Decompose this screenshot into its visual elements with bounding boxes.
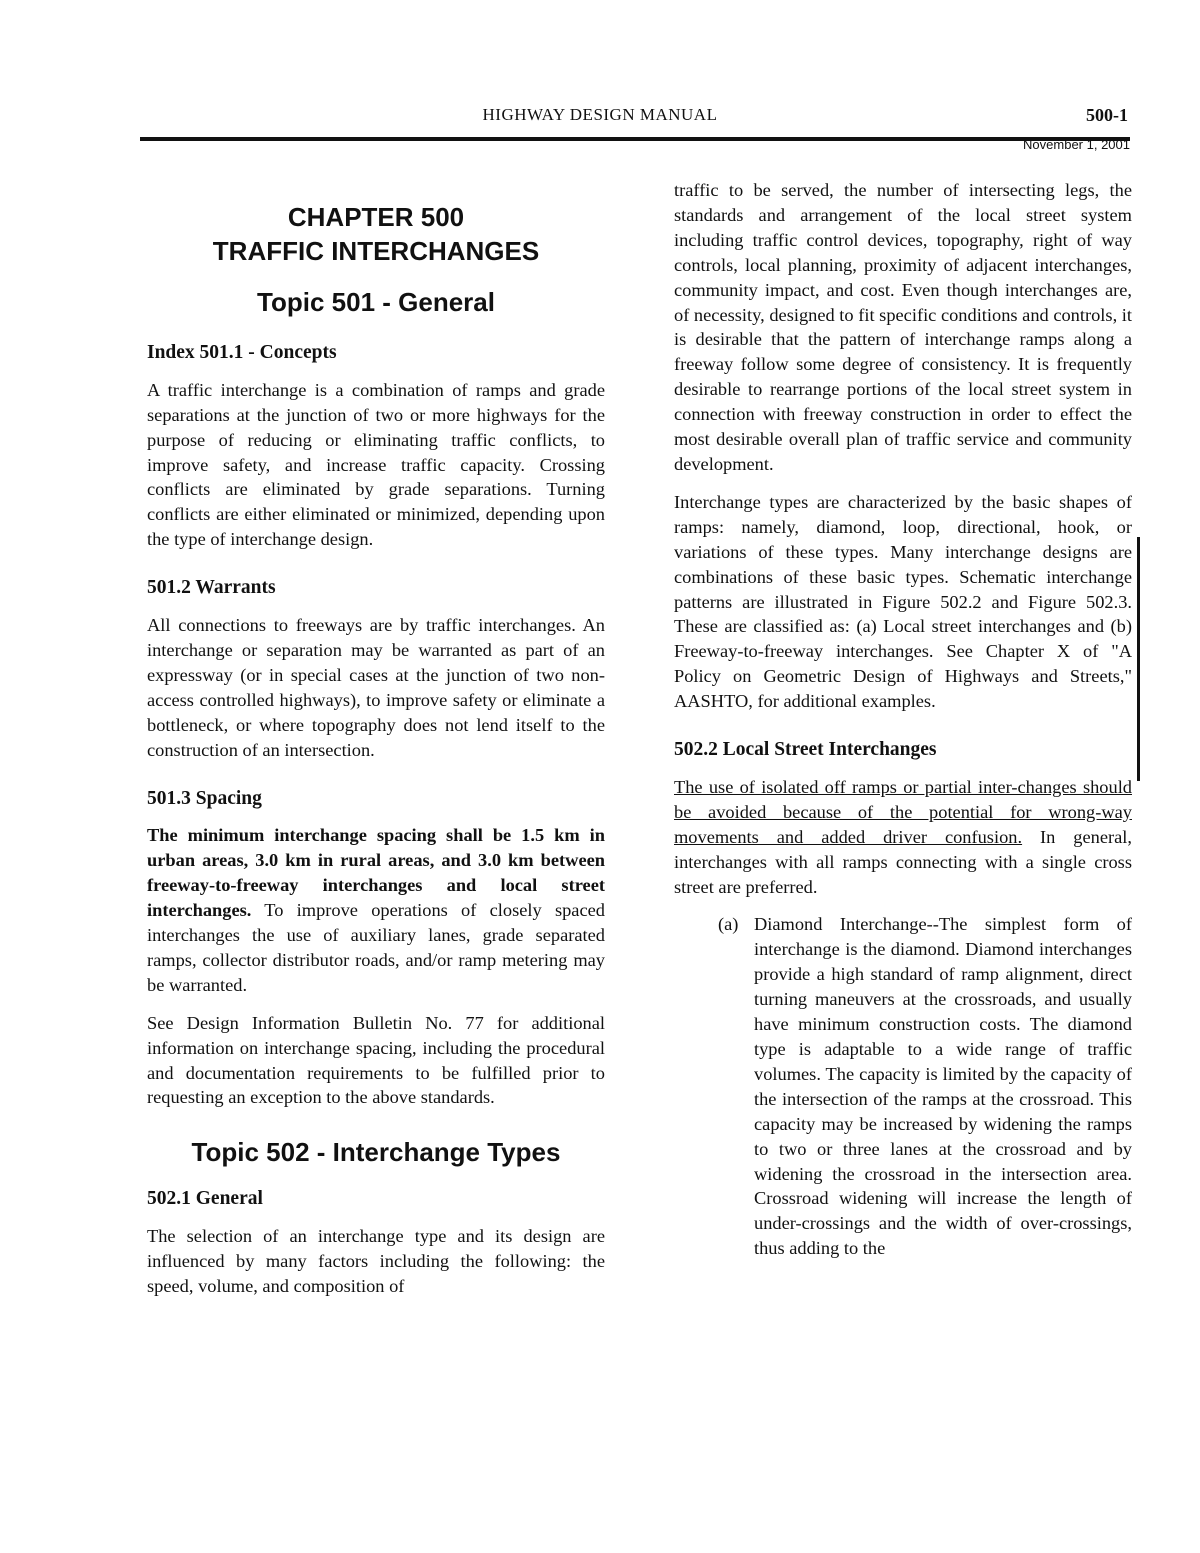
local-street-heading: 502.2 Local Street Interchanges <box>674 739 937 761</box>
local-street-underlined-text: The use of isolated off ramps or partial inter-changes should be avoided because of the potential for wrong-way movements and added driver confusion. <box>674 776 1132 847</box>
warrants-paragraph: All connections to freeways are by traffic interchanges. An interchange or separation may be warranted as part of an expressway (or in special cases at the junction of two non-access controlled highways), to improve safety or eliminate a bottleneck, or where topography does not lend itself to the construction of an intersection. <box>147 615 605 760</box>
general-paragraph-start: The selection of an interchange type and its design are influenced by many factors including the following: the speed, volume, and composition of <box>147 1226 605 1296</box>
spacing-standard-bold: The minimum interchange spacing shall be 1.5 km in urban areas, 3.0 km in rural areas, and 3.0 km between freeway-to-freeway interchanges and local street interchanges. <box>147 825 605 921</box>
local-street-paragraph <box>674 775 1132 900</box>
page-number: 500-1 <box>1086 105 1128 125</box>
spacing-standard-rest: To improve operations of closely spaced interchanges the use of auxiliary lanes, grade separated ramps, collector distributor roads, and/or ramp metering may be warranted. <box>147 900 605 995</box>
chapter-heading <box>147 200 605 268</box>
topic-502-title: Topic 502 - Interchange Types <box>191 1137 561 1168</box>
revision-change-bar <box>1137 537 1140 781</box>
left-column <box>147 178 605 1312</box>
header-rule <box>140 137 1130 141</box>
running-header <box>0 105 1200 145</box>
general-paragraph-continued: traffic to be served, the number of intersecting legs, the standards and arrangement of the local street system including traffic control devices, topography, right of way controls, local planning, proximity of adjacent interchanges, community impact, and cost. Even though interchanges are, of necessity, designed to fit specific conditions and controls, it is desirable that the pattern of interchange ramps along a freeway follow some degree of consistency. It is frequently desirable to rearrange portions of the local street system in connection with freeway construction in order to effect the most desirable overall plan of traffic service and community development. <box>674 180 1132 474</box>
concepts-heading: Index 501.1 - Concepts <box>147 341 337 363</box>
local-street-rest: In general, interchanges with all ramps connecting with a single cross street are preferred. <box>674 826 1132 897</box>
spacing-standard-paragraph <box>147 823 605 997</box>
warrants-heading: 501.2 Warrants <box>147 577 276 599</box>
list-marker-a: (a) <box>718 914 739 935</box>
chapter-title: TRAFFIC INTERCHANGES <box>212 236 540 266</box>
concepts-paragraph: A traffic interchange is a combination of ramps and grade separations at the junction of two or more highways for the purpose of reducing or eliminating traffic conflicts, to improve safety, and increase traffic capacity. Crossing conflicts are eliminated by grade separations. Turning conflicts are either eliminated or minimized, depending upon the type of interchange design. <box>147 379 605 550</box>
general-heading: 502.1 General <box>147 1188 263 1210</box>
chapter-number: CHAPTER 500 <box>287 202 465 232</box>
spacing-heading: 501.3 Spacing <box>147 787 262 809</box>
diamond-interchange-text: Diamond Interchange--The simplest form of interchange is the diamond. Diamond interchanges provide a high standard of ramp alignment, direct turning maneuvers at the crossroads, and usually have minimum construction costs. The diamond type is adaptable to a wide range of traffic volumes. The capacity is limited by the capacity of the intersection of the ramps at the crossroad. This capacity may be increased by widening the ramps to two or three lanes at the crossroad and by widening the crossroad in the intersection area. Crossroad widening will increase the length of under-crossings and the width of over-crossings, thus adding to the <box>754 914 1132 1259</box>
right-column <box>674 178 1132 1274</box>
list-item-diamond <box>674 912 1132 1261</box>
manual-title: HIGHWAY DESIGN MANUAL <box>482 105 718 124</box>
spacing-bulletin-paragraph: See Design Information Bulletin No. 77 for additional information on interchange spacing, including the procedural and documentation requirements to be fulfilled prior to requesting an exception to the above standards. <box>147 1012 605 1108</box>
interchange-types-paragraph: Interchange types are characterized by the basic shapes of ramps: namely, diamond, loop, directional, hook, or variations of these types. Many interchange designs are combinations of these basic types. Schematic interchange patterns are illustrated in Figure 502.2 and Figure 502.3. These are classified as: (a) Local street interchanges and (b) Freeway-to-freeway interchanges. See Chapter X of "A Policy on Geometric Design of Highways and Streets," AASHTO, for additional examples. <box>674 491 1132 712</box>
topic-501-title: Topic 501 - General <box>257 287 495 317</box>
revision-date: November 1, 2001 <box>1023 137 1130 152</box>
